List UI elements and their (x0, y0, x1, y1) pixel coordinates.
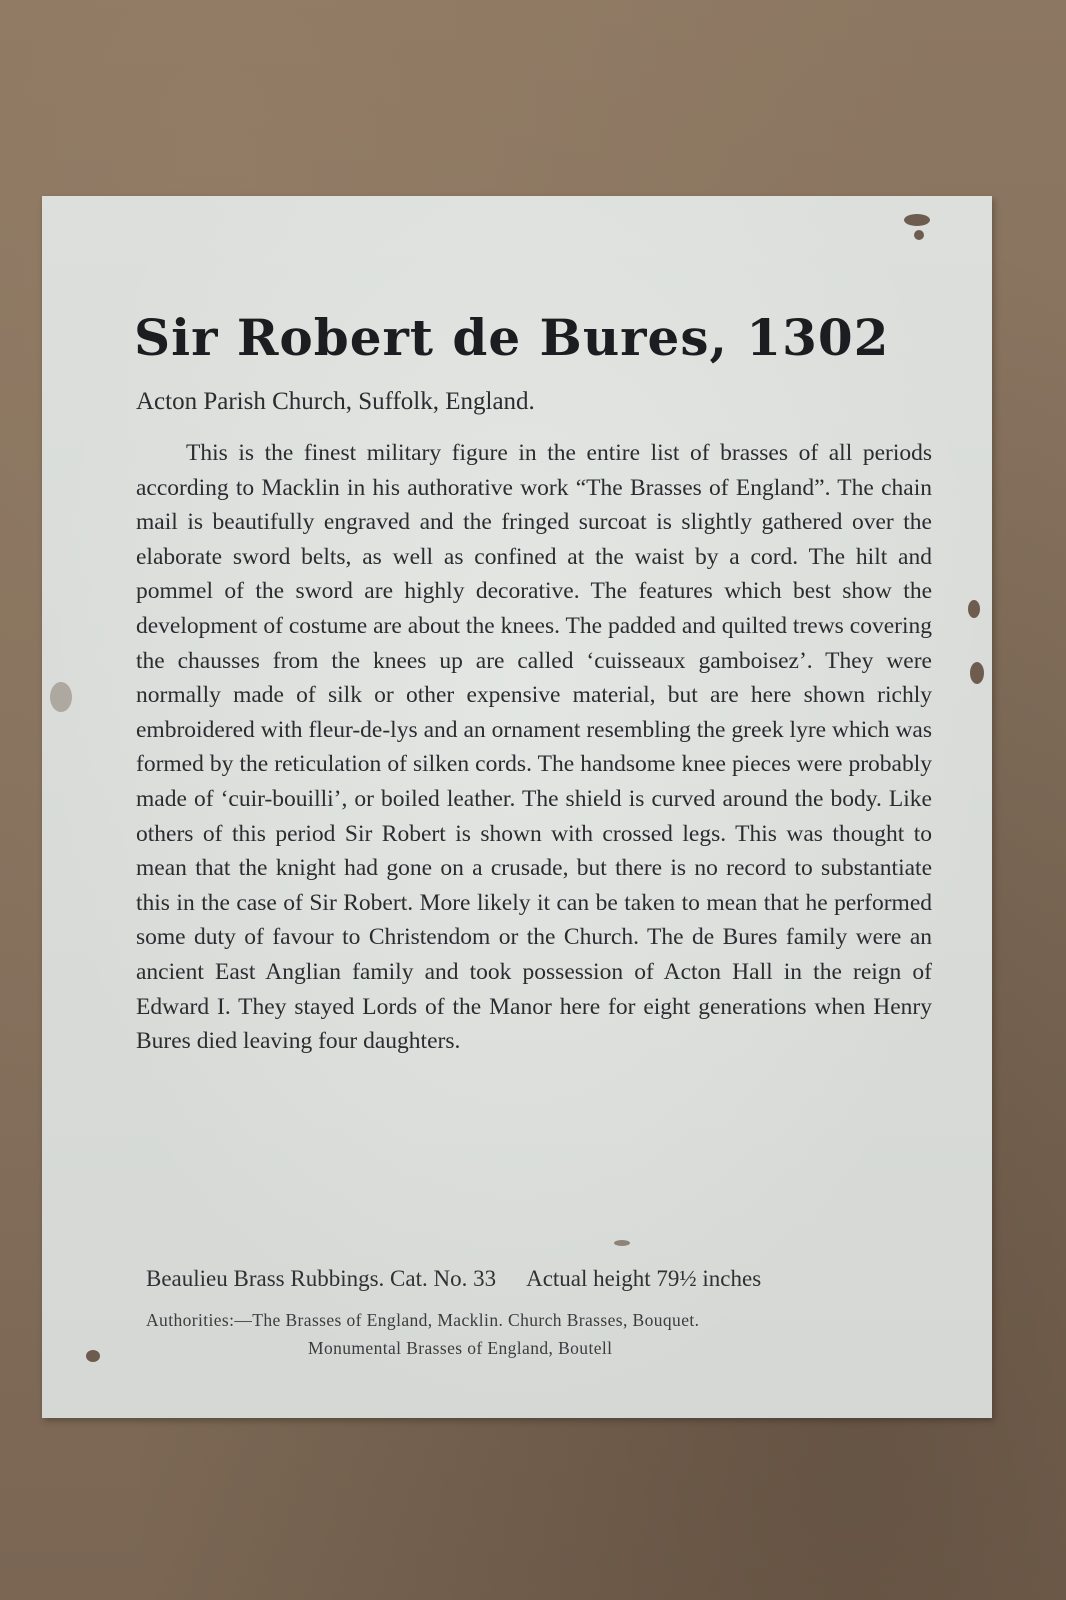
document-body: This is the finest military figure in the entire list of brasses of all periods according to Macklin in his authorative work “The Brasses of England”. The chain mail is beautifully engraved and the fringed surcoat is slightly gathered over the elaborate sword belts, as well as confined at the waist by a cord. The hilt and pommel of the sword are highly decorative. The features which best show the development of costume are about the knees. The padded and quilted trews covering the chausses from the knees up are called ‘cuisseaux gamboisez’. They were normally made of silk or other expensive material, but are here shown richly embroidered with fleur-de-lys and an ornament resembling the greek lyre which was formed by the reticulation of silken cords. The handsome knee pieces were probably made of ‘cuir-bouilli’, or boiled leather. The shield is curved around the body. Like others of this period Sir Robert is shown with crossed legs. This was thought to mean that the knight had gone on a crusade, but there is no record to substantiate this in the case of Sir Robert. More likely it can be taken to mean that he performed some duty of favour to Christendom or the Church. The de Bures family were an ancient East Anglian family and took possession of Acton Hall in the reign of Edward I. They stayed Lords of the Manor here for eight generations when Henry Bures died leaving four daughters. (136, 440, 932, 1055)
authorities-line: Monumental Brasses of England, Boutell (308, 1338, 613, 1358)
catalog-number: Beaulieu Brass Rubbings. Cat. No. 33 (146, 1266, 497, 1291)
stain-mark (914, 230, 924, 240)
document-title: Sir Robert de Bures, 1302 (134, 308, 890, 367)
label-sheet (42, 196, 992, 1418)
stain-mark (970, 662, 984, 684)
stain-mark (904, 214, 930, 226)
document-location: Acton Parish Church, Suffolk, England. (136, 388, 535, 415)
stain-mark (86, 1350, 100, 1362)
authorities-line: Authorities:—The Brasses of England, Macklin. Church Brasses, Bouquet. (146, 1310, 700, 1330)
catalog-line (146, 1266, 926, 1292)
stain-mark (614, 1240, 630, 1246)
height-note: Actual height 79½ inches (526, 1266, 762, 1291)
stain-mark (968, 600, 980, 618)
stain-mark (50, 682, 72, 712)
